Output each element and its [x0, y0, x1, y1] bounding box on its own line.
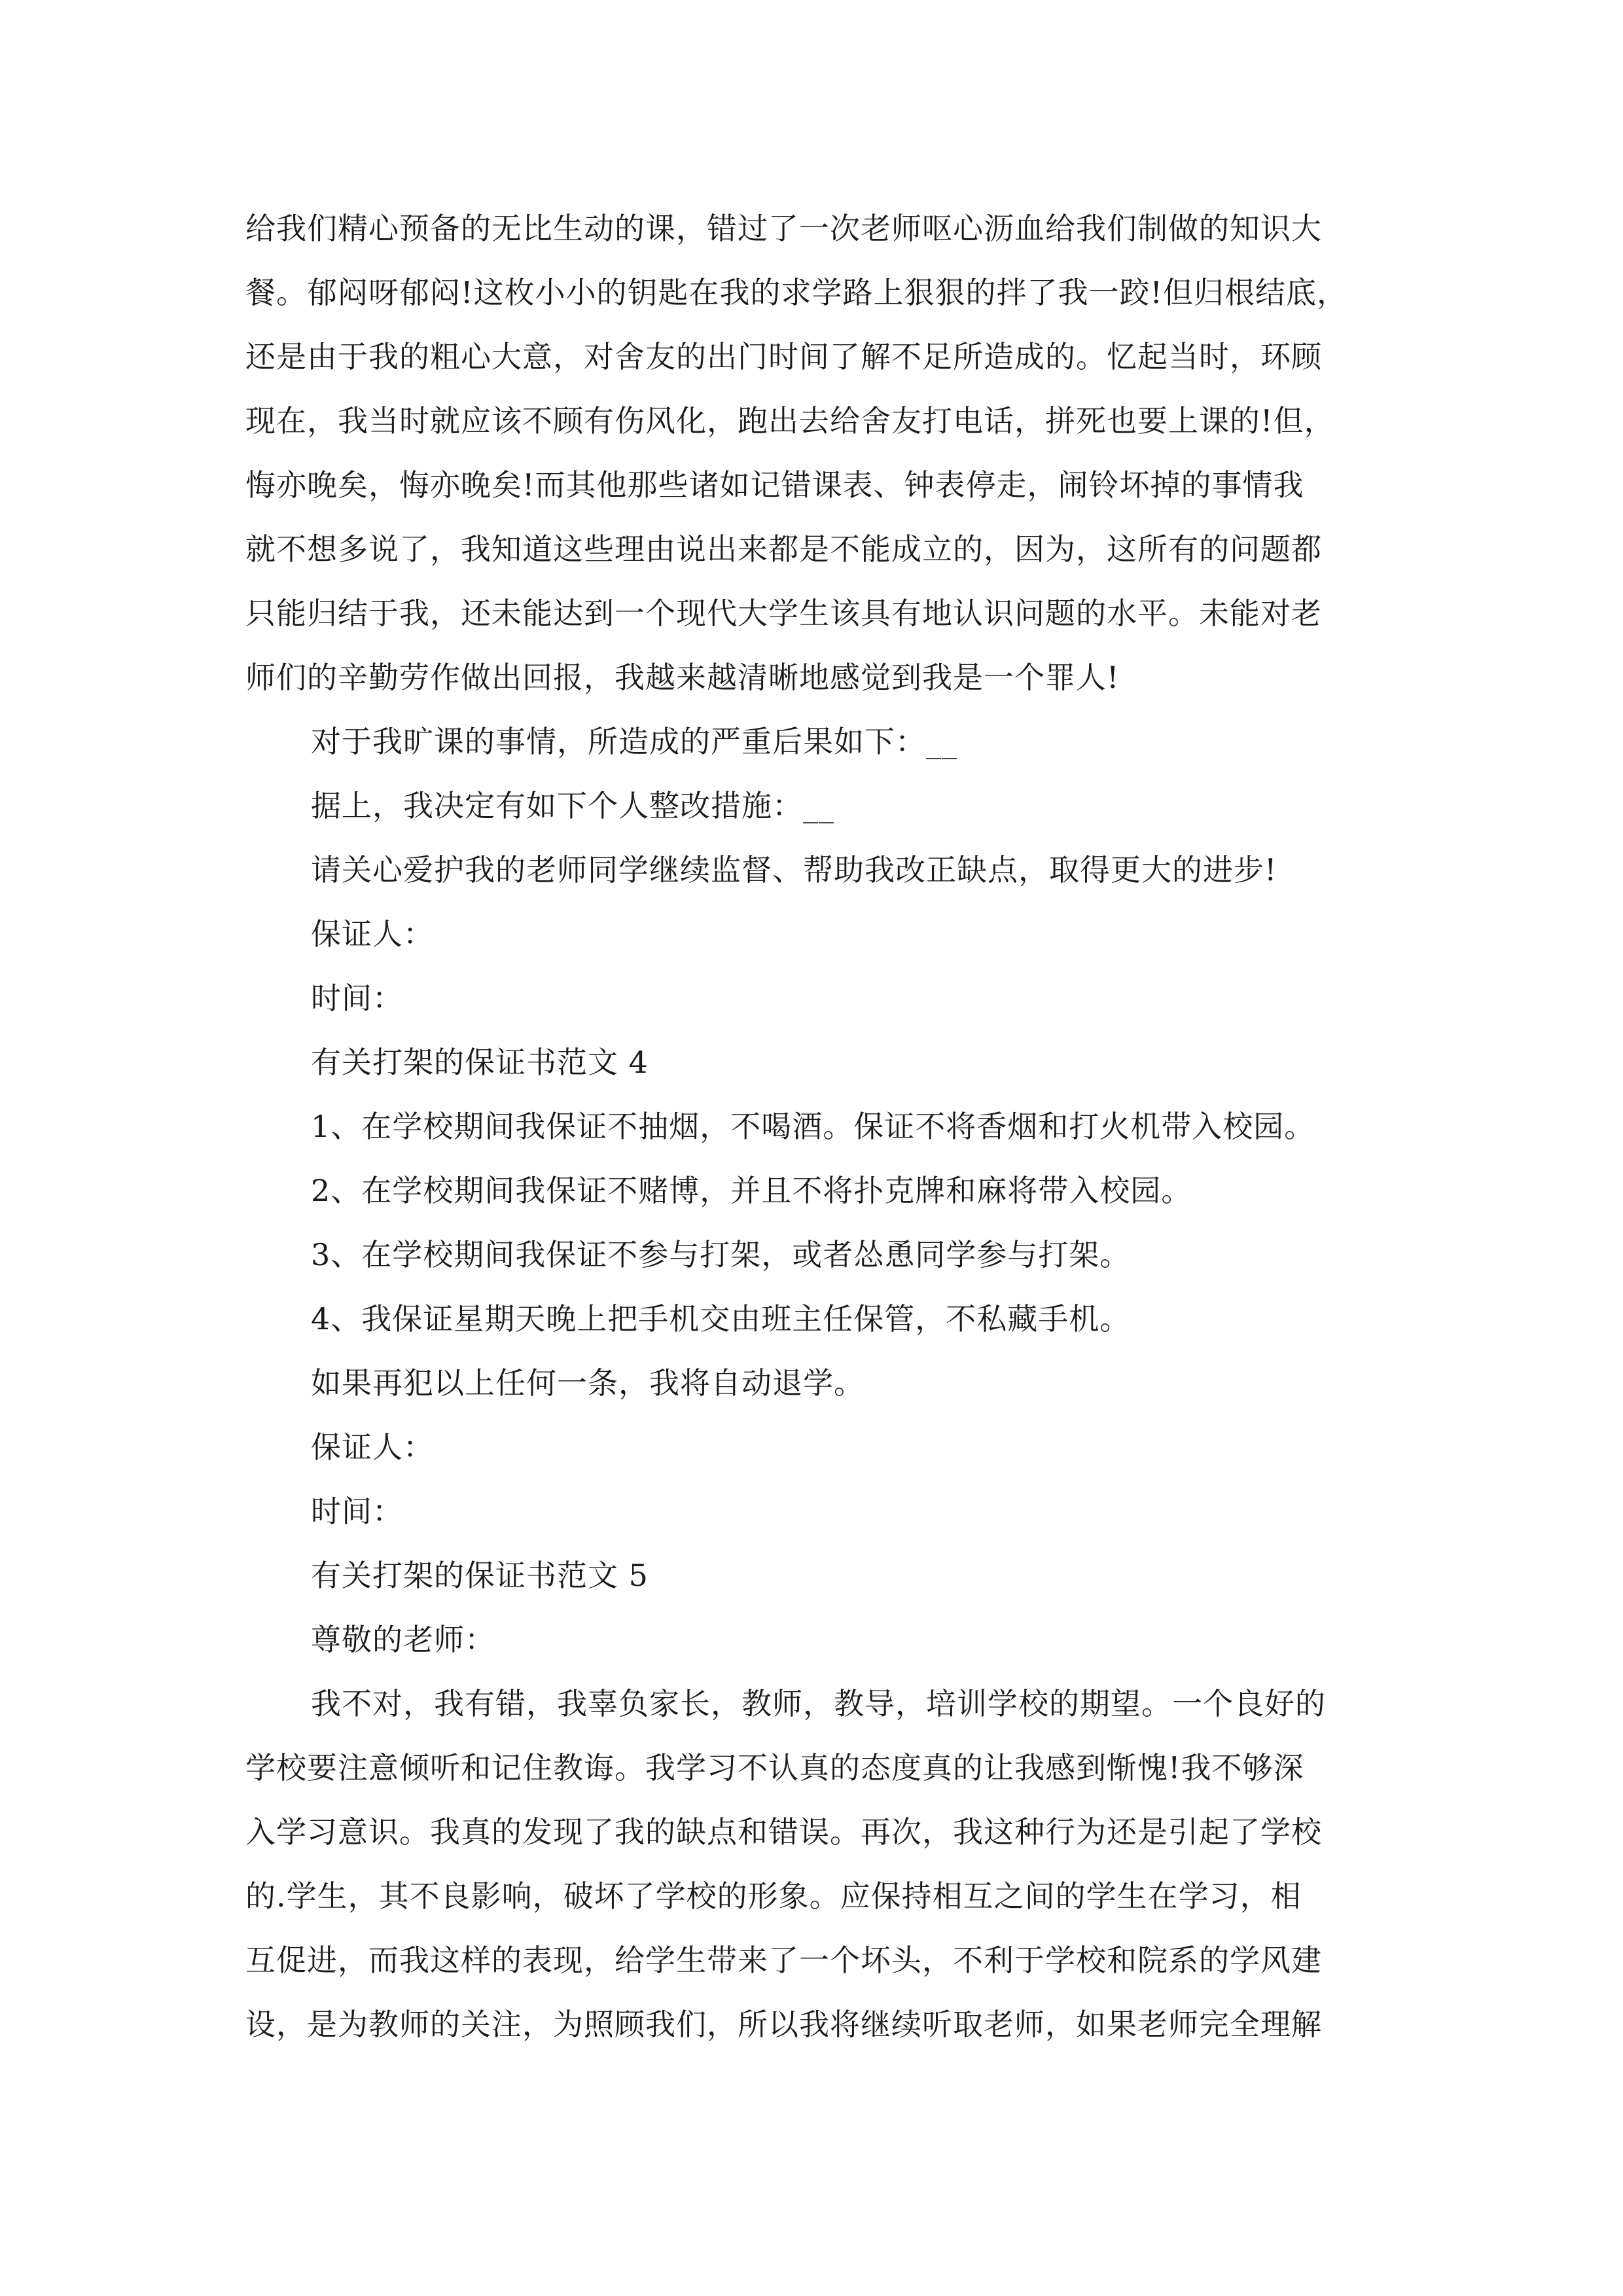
- text-line: 2、在学校期间我保证不赌博，并且不将扑克牌和麻将带入校园。: [311, 1173, 1192, 1208]
- text-line: 保证人：: [311, 1429, 434, 1465]
- text-line: 还是由于我的粗心大意，对舍友的出门时间了解不足所造成的。忆起当时，环顾: [245, 339, 1322, 374]
- text-line: 有关打架的保证书范文 4: [311, 1045, 649, 1080]
- text-line: 悔亦晚矣，悔亦晚矣!而其他那些诸如记错课表、钟表停走，闹铃坏掉的事情我: [245, 467, 1304, 503]
- text-line: 就不想多说了，我知道这些理由说出来都是不能成立的，因为，这所有的问题都: [245, 531, 1322, 567]
- document-body: [245, 196, 1417, 2056]
- text-line: 据上，我决定有如下个人整改措施：__: [311, 788, 834, 823]
- text-line: 对于我旷课的事情，所造成的严重后果如下：__: [311, 724, 957, 759]
- text-line: 时间：: [311, 980, 403, 1016]
- text-line: 设，是为教师的关注，为照顾我们，所以我将继续听取老师，如果老师完全理解: [245, 2007, 1322, 2042]
- text-line: 3、在学校期间我保证不参与打架，或者怂恿同学参与打架。: [311, 1237, 1131, 1272]
- text-line: 餐。郁闷呀郁闷!这枚小小的钥匙在我的求学路上狠狠的拌了我一跤!但归根结底，: [245, 275, 1347, 310]
- text-line: 有关打架的保证书范文 5: [311, 1558, 649, 1593]
- text-line: 请关心爱护我的老师同学继续监督、帮助我改正缺点，取得更大的进步!: [311, 852, 1277, 888]
- text-line: 师们的辛勤劳作做出回报，我越来越清晰地感觉到我是一个罪人!: [245, 660, 1120, 695]
- text-line: 入学习意识。我真的发现了我的缺点和错误。再次，我这种行为还是引起了学校: [245, 1814, 1322, 1850]
- text-line: 互促进，而我这样的表现，给学生带来了一个坏头，不利于学校和院系的学风建: [245, 1943, 1322, 1978]
- text-line: 4、我保证星期天晚上把手机交由班主任保管，不私藏手机。: [311, 1301, 1131, 1336]
- text-line: 给我们精心预备的无比生动的课，错过了一次老师呕心沥血给我们制做的知识大: [245, 211, 1322, 246]
- text-line: 保证人：: [311, 916, 434, 952]
- text-line: 时间：: [311, 1494, 403, 1529]
- text-line: 的.学生，其不良影响，破坏了学校的形象。应保持相互之间的学生在学习，相: [245, 1878, 1302, 1914]
- text-line: 我不对，我有错，我辜负家长，教师，教导，培训学校的期望。一个良好的: [311, 1686, 1326, 1721]
- text-line: 尊敬的老师：: [311, 1622, 495, 1657]
- text-line: 学校要注意倾听和记住教诲。我学习不认真的态度真的让我感到惭愧!我不够深: [245, 1750, 1304, 1785]
- text-line: 只能归结于我，还未能达到一个现代大学生该具有地认识问题的水平。未能对老: [245, 596, 1322, 631]
- text-line: 现在，我当时就应该不顾有伤风化，跑出去给舍友打电话，拼死也要上课的!但，: [245, 403, 1335, 439]
- text-line: 如果再犯以上任何一条，我将自动退学。: [311, 1365, 865, 1401]
- text-line: 1、在学校期间我保证不抽烟，不喝酒。保证不将香烟和打火机带入校园。: [311, 1109, 1315, 1144]
